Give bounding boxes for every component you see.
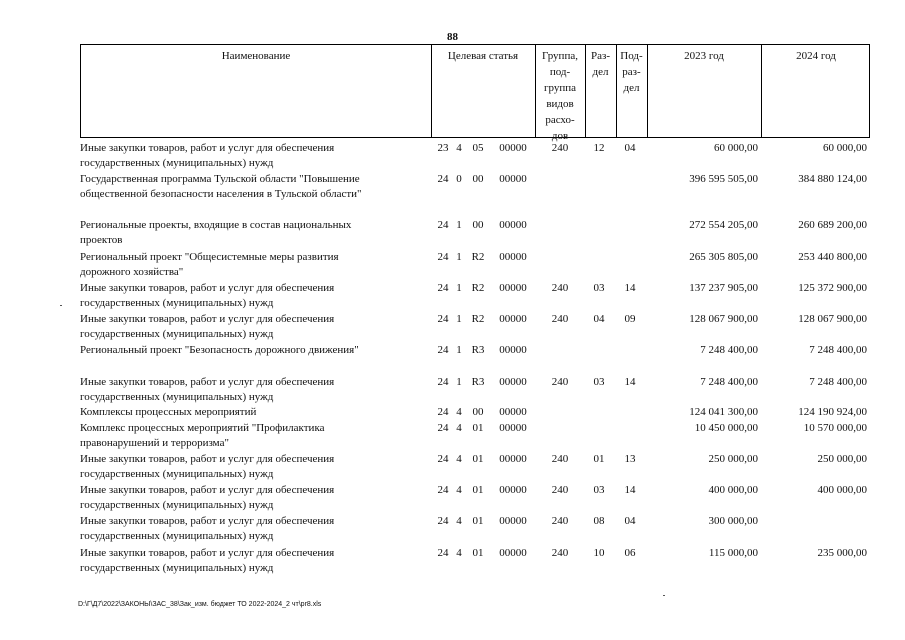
subsection-code: 09 xyxy=(624,313,636,325)
target-item: 00 xyxy=(472,219,484,231)
target-program: 24 xyxy=(437,219,449,231)
subsection-code: 04 xyxy=(624,142,636,154)
expense-group: 240 xyxy=(551,142,569,154)
amount-2023: 396 595 505,00 xyxy=(689,173,758,185)
subsection-code: 14 xyxy=(624,376,636,388)
target-subprogram: 4 xyxy=(456,484,462,496)
target-subprogram: 4 xyxy=(456,547,462,559)
target-item: 05 xyxy=(472,142,484,154)
target-item: R2 xyxy=(471,313,485,325)
subsection-code: 14 xyxy=(624,282,636,294)
header-year-2024: 2024 год xyxy=(796,50,836,62)
section-code: 04 xyxy=(593,313,605,325)
header-year-2023: 2023 год xyxy=(684,50,724,62)
row-name: Иные закупки товаров, работ и услуг для обеспечения государственных (муниципальных) нужд xyxy=(80,547,335,574)
target-program: 24 xyxy=(437,547,449,559)
section-code: 10 xyxy=(593,547,605,559)
section-code: 03 xyxy=(593,282,605,294)
target-direction: 00000 xyxy=(499,313,527,325)
subsection-code: 13 xyxy=(624,453,636,465)
target-program: 24 xyxy=(437,344,449,356)
row-name: Иные закупки товаров, работ и услуг для обеспечения государственных (муниципальных) нужд xyxy=(80,142,335,169)
target-program: 24 xyxy=(437,453,449,465)
target-subprogram: 4 xyxy=(456,422,462,434)
section-code: 01 xyxy=(593,453,605,465)
row-name: Иные закупки товаров, работ и услуг для обеспечения государственных (муниципальных) нужд xyxy=(80,282,335,309)
target-direction: 00000 xyxy=(499,376,527,388)
target-item: 00 xyxy=(472,406,484,418)
target-subprogram: 4 xyxy=(456,515,462,527)
amount-2024: 260 689 200,00 xyxy=(798,219,867,231)
target-program: 24 xyxy=(437,422,449,434)
amount-2023: 60 000,00 xyxy=(714,142,758,154)
page-number: 88 xyxy=(447,31,458,43)
amount-2024: 124 190 924,00 xyxy=(798,406,867,418)
target-direction: 00000 xyxy=(499,173,527,185)
amount-2023: 272 554 205,00 xyxy=(689,219,758,231)
target-program: 24 xyxy=(437,282,449,294)
target-program: 24 xyxy=(437,515,449,527)
target-direction: 00000 xyxy=(499,484,527,496)
target-item: 01 xyxy=(472,515,484,527)
amount-2023: 300 000,00 xyxy=(708,515,758,527)
amount-2023: 265 305 805,00 xyxy=(689,251,758,263)
target-direction: 00000 xyxy=(499,251,527,263)
scan-speck xyxy=(60,305,62,306)
expense-group: 240 xyxy=(551,376,569,388)
target-subprogram: 1 xyxy=(456,376,462,388)
row-name: Иные закупки товаров, работ и услуг для обеспечения государственных (муниципальных) нужд xyxy=(80,453,335,480)
header-section: Раз- дел xyxy=(590,50,610,78)
target-program: 24 xyxy=(437,406,449,418)
row-name: Иные закупки товаров, работ и услуг для обеспечения государственных (муниципальных) нужд xyxy=(80,484,335,511)
target-direction: 00000 xyxy=(499,422,527,434)
target-item: R2 xyxy=(471,282,485,294)
target-program: 24 xyxy=(437,173,449,185)
file-path-footer: D:\Г\Д7\2022\ЗАКОНЫ\ЗАС_38\Зак_изм. бюджет ТО 2022-2024_2 чт\pr8.xls xyxy=(78,601,322,608)
amount-2023: 115 000,00 xyxy=(708,547,758,559)
target-program: 24 xyxy=(437,251,449,263)
header-name: Наименование xyxy=(221,50,291,62)
amount-2024: 400 000,00 xyxy=(817,484,867,496)
target-direction: 00000 xyxy=(499,406,527,418)
row-name: Государственная программа Тульской области "Повышение общественной безопасности населения в Тульской области" xyxy=(80,173,362,200)
target-program: 24 xyxy=(437,313,449,325)
target-direction: 00000 xyxy=(499,344,527,356)
section-code: 08 xyxy=(593,515,605,527)
target-subprogram: 1 xyxy=(456,313,462,325)
target-item: R3 xyxy=(471,344,485,356)
row-name: Иные закупки товаров, работ и услуг для обеспечения государственных (муниципальных) нужд xyxy=(80,376,335,403)
amount-2023: 400 000,00 xyxy=(708,484,758,496)
target-item: 01 xyxy=(472,422,484,434)
expense-group: 240 xyxy=(551,515,569,527)
expense-group: 240 xyxy=(551,282,569,294)
row-name: Комплекс процессных мероприятий "Профилактика правонарушений и терроризма" xyxy=(80,422,325,449)
amount-2024: 250 000,00 xyxy=(817,453,867,465)
row-name: Иные закупки товаров, работ и услуг для обеспечения государственных (муниципальных) нужд xyxy=(80,313,335,340)
subsection-code: 06 xyxy=(624,547,636,559)
amount-2024: 128 067 900,00 xyxy=(798,313,867,325)
row-name: Региональный проект "Общесистемные меры развития дорожного хозяйства" xyxy=(80,251,339,278)
target-program: 24 xyxy=(437,376,449,388)
amount-2024: 235 000,00 xyxy=(817,547,867,559)
amount-2023: 7 248 400,00 xyxy=(700,344,758,356)
expense-group: 240 xyxy=(551,484,569,496)
target-subprogram: 1 xyxy=(456,251,462,263)
row-name: Региональные проекты, входящие в состав национальных проектов xyxy=(80,219,352,246)
amount-2024: 384 880 124,00 xyxy=(798,173,867,185)
amount-2023: 250 000,00 xyxy=(708,453,758,465)
target-item: 00 xyxy=(472,173,484,185)
amount-2023: 124 041 300,00 xyxy=(689,406,758,418)
target-item: R3 xyxy=(471,376,485,388)
row-name: Иные закупки товаров, работ и услуг для обеспечения государственных (муниципальных) нужд xyxy=(80,515,335,542)
target-subprogram: 1 xyxy=(456,282,462,294)
target-item: 01 xyxy=(472,453,484,465)
target-direction: 00000 xyxy=(499,282,527,294)
section-code: 03 xyxy=(593,376,605,388)
section-code: 03 xyxy=(593,484,605,496)
amount-2024: 60 000,00 xyxy=(823,142,867,154)
amount-2024: 7 248 400,00 xyxy=(809,344,867,356)
target-subprogram: 4 xyxy=(456,406,462,418)
target-subprogram: 4 xyxy=(456,453,462,465)
target-item: 01 xyxy=(472,547,484,559)
section-code: 12 xyxy=(593,142,605,154)
header-subsection: Под- раз- дел xyxy=(620,50,643,94)
target-direction: 00000 xyxy=(499,453,527,465)
subsection-code: 14 xyxy=(624,484,636,496)
target-program: 23 xyxy=(437,142,449,154)
target-item: R2 xyxy=(471,251,485,263)
amount-2023: 128 067 900,00 xyxy=(689,313,758,325)
amount-2024: 7 248 400,00 xyxy=(809,376,867,388)
target-direction: 00000 xyxy=(499,547,527,559)
row-name: Региональный проект "Безопасность дорожного движения" xyxy=(80,344,359,356)
amount-2024: 10 570 000,00 xyxy=(803,422,867,434)
target-subprogram: 4 xyxy=(456,142,462,154)
amount-2023: 137 237 905,00 xyxy=(689,282,758,294)
subsection-code: 04 xyxy=(624,515,636,527)
expense-group: 240 xyxy=(551,547,569,559)
scan-speck xyxy=(663,595,665,596)
amount-2023: 10 450 000,00 xyxy=(694,422,758,434)
target-item: 01 xyxy=(472,484,484,496)
target-subprogram: 1 xyxy=(456,219,462,231)
target-direction: 00000 xyxy=(499,219,527,231)
amount-2024: 253 440 800,00 xyxy=(798,251,867,263)
row-name: Комплексы процессных мероприятий xyxy=(80,406,257,418)
table-header xyxy=(80,44,870,142)
target-direction: 00000 xyxy=(499,142,527,154)
target-program: 24 xyxy=(437,484,449,496)
header-target: Целевая статья xyxy=(447,50,519,62)
header-group: Группа, под- группа видов расхо- дов xyxy=(542,50,578,142)
target-subprogram: 0 xyxy=(456,173,462,185)
expense-group: 240 xyxy=(551,313,569,325)
amount-2024: 125 372 900,00 xyxy=(798,282,867,294)
target-subprogram: 1 xyxy=(456,344,462,356)
amount-2023: 7 248 400,00 xyxy=(700,376,758,388)
target-direction: 00000 xyxy=(499,515,527,527)
expense-group: 240 xyxy=(551,453,569,465)
